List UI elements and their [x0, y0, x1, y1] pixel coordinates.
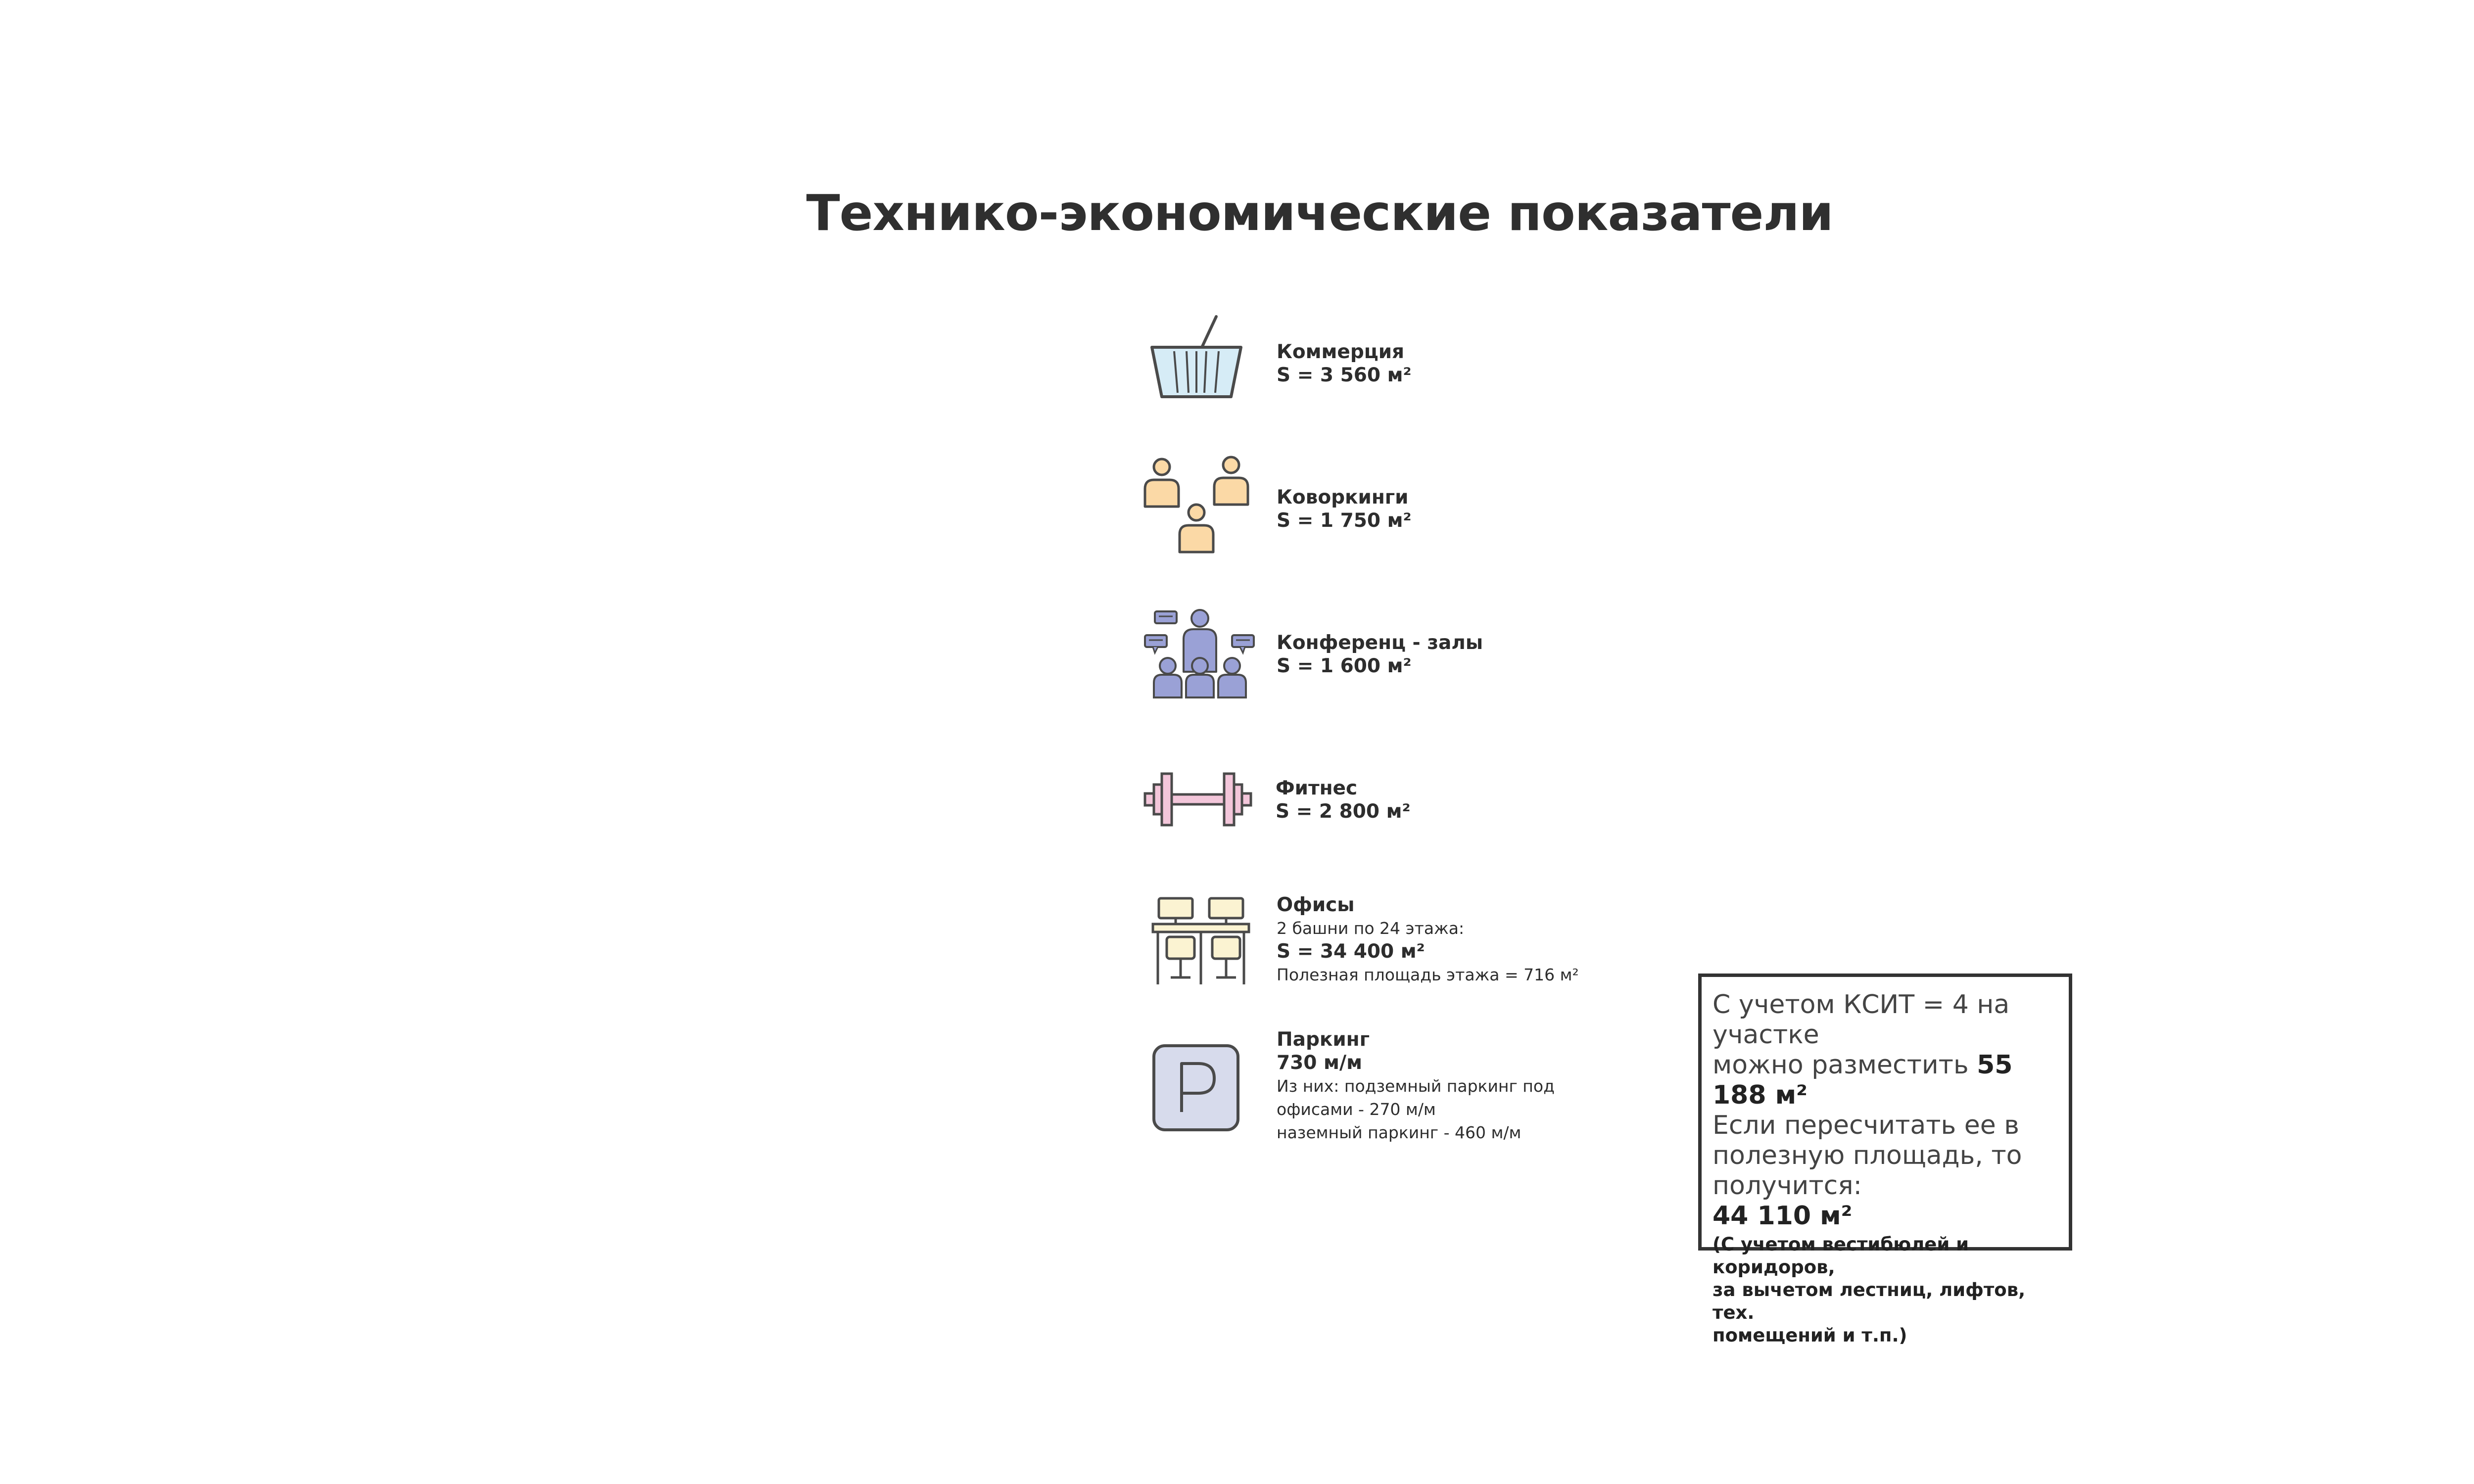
parking-note-underground: Из них: подземный паркинг под — [1277, 1076, 1555, 1096]
commerce-area: S = 3 560 м² — [1277, 364, 1412, 386]
offices-name: Офисы — [1277, 894, 1355, 916]
shopping-basket-icon — [1147, 312, 1246, 401]
conference-area: S = 1 600 м² — [1277, 655, 1412, 677]
summary-line5: получится: — [1713, 1171, 1862, 1201]
coworking-item — [1277, 486, 1412, 532]
summary-line3: Если пересчитать ее в — [1713, 1111, 2019, 1140]
summary-line2-prefix: можно разместить — [1713, 1050, 1969, 1080]
fitness-item — [1276, 777, 1411, 823]
fitness-name: Фитнес — [1276, 777, 1358, 799]
summary-line1: С учетом КСИТ = 4 на участке — [1713, 990, 2010, 1050]
conference-name: Конференц - залы — [1277, 632, 1483, 654]
offices-towers: 2 башни по 24 этажа: — [1277, 919, 1465, 938]
commerce-item — [1277, 340, 1412, 387]
summary-note2: за вычетом лестниц, лифтов, тех. — [1713, 1279, 2026, 1323]
summary-result: 44 110 м² — [1713, 1201, 1853, 1231]
offices-item — [1277, 893, 1579, 986]
parking-item — [1277, 1028, 1555, 1144]
coworking-area: S = 1 750 м² — [1277, 510, 1412, 532]
parking-note-surface: наземный паркинг - 460 м/м — [1277, 1123, 1522, 1142]
commerce-name: Коммерция — [1277, 341, 1405, 363]
summary-total-area: 55 188 м² — [1713, 1050, 2013, 1110]
conference-item — [1277, 631, 1483, 678]
dumbbell-icon — [1143, 770, 1253, 829]
page-title: Технико-экономические показатели — [806, 184, 1833, 242]
offices-area: S = 34 400 м² — [1277, 940, 1425, 963]
coworking-name: Коворкинги — [1277, 486, 1409, 509]
parking-icon — [1151, 1043, 1241, 1133]
summary-note1: (С учетом вестибюлей и коридоров, — [1713, 1234, 1969, 1278]
parking-spaces: 730 м/м — [1277, 1052, 1362, 1074]
office-desks-icon — [1151, 895, 1251, 987]
conference-icon — [1143, 607, 1257, 699]
fitness-area: S = 2 800 м² — [1276, 800, 1411, 823]
people-icon — [1142, 454, 1256, 563]
parking-name: Паркинг — [1277, 1028, 1370, 1051]
summary-note3: помещений и т.п.) — [1713, 1325, 1907, 1346]
offices-floor-area: Полезная площадь этажа = 716 м² — [1277, 965, 1579, 984]
summary-box — [1698, 974, 2072, 1346]
parking-note-offices: офисами - 270 м/м — [1277, 1100, 1436, 1119]
summary-line4: полезную площадь, то — [1713, 1141, 2022, 1170]
summary-note — [1713, 1233, 2059, 1347]
summary-line2 — [1713, 1050, 2059, 1111]
